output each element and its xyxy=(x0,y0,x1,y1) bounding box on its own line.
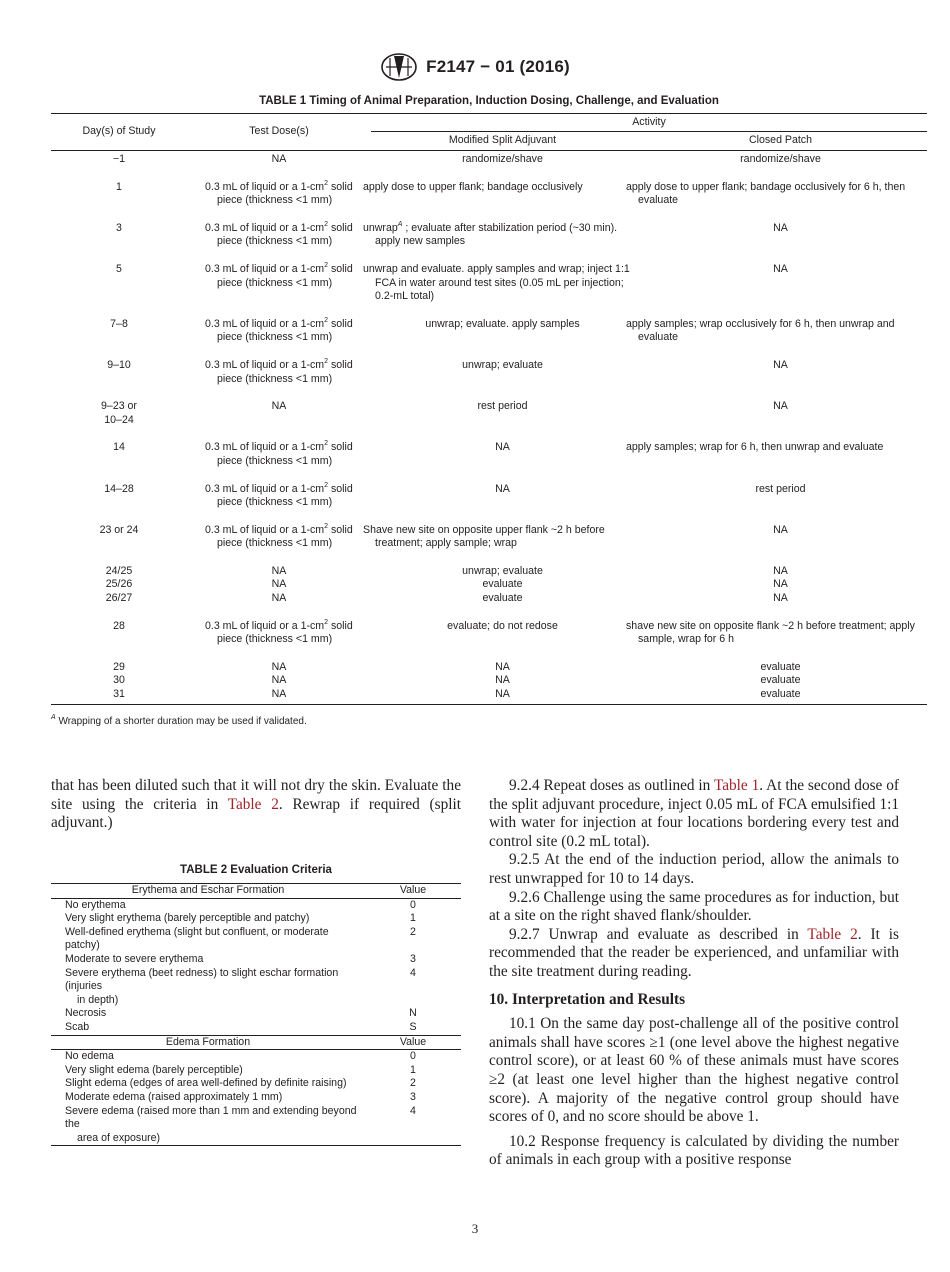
table1-header-cp: Closed Patch xyxy=(634,132,927,151)
table1-footnote: $^A$ Wrapping of a shorter duration may be used if validated. xyxy=(51,714,307,727)
table-row: 1 0.3 mL of liquid or a $1-cm^2$ solid piece (thickness <1 mm) apply dose to upper flank; bandage occlusively apply dose to upper flank; bandage occlusively for 6 h, then evaluate xyxy=(51,167,927,208)
table-row: Slight edema (edges of area well-defined by definite raising) 2 xyxy=(65,1077,416,1090)
table-row: No erythema 0 xyxy=(65,898,416,911)
table-row: Very slight erythema (barely perceptible and patchy) 1 xyxy=(65,912,416,925)
page-header xyxy=(0,52,950,87)
page-number: 3 xyxy=(471,1221,479,1236)
table-row: 9–10 0.3 mL of liquid or a $1-cm^2$ solid piece (thickness <1 mm) unwrap; evaluate NA xyxy=(51,345,927,386)
table1-header-activity: Activity xyxy=(371,114,927,132)
table-row: Severe edema (raised more than 1 mm and extending beyond the area of exposure) 4 xyxy=(51,1105,461,1146)
table1-header-dose: Test Dose(s) xyxy=(187,114,371,151)
astm-logo-icon xyxy=(380,52,418,82)
dose-cell: 0.3 mL of liquid or a $1-cm^2$ solid piece (thickness <1 mm) xyxy=(205,316,353,344)
dose-cell: 0.3 mL of liquid or a $1-cm^2$ solid piece (thickness <1 mm) xyxy=(205,261,353,289)
table-row: 3 0.3 mL of liquid or a $1-cm^2$ solid piece (thickness <1 mm) unwrap$^A$ ; evaluate after stabilization period (~30 min). apply new samples NA xyxy=(51,208,927,249)
table-row: No edema 0 xyxy=(65,1050,416,1063)
table1-header-day: Day(s) of Study xyxy=(51,114,187,151)
section-heading-10: 10. Interpretation and Results xyxy=(489,990,686,1008)
dose-cell: 0.3 mL of liquid or a $1-cm^2$ solid piece (thickness <1 mm) xyxy=(205,179,353,207)
table-row: Moderate to severe erythema 3 xyxy=(65,952,416,965)
dose-cell: 0.3 mL of liquid or a $1-cm^2$ solid piece (thickness <1 mm) xyxy=(205,481,353,509)
table-row: −1 NA randomize/shave randomize/shave xyxy=(112,153,821,165)
dose-cell: 0.3 mL of liquid or a $1-cm^2$ solid piece (thickness <1 mm) xyxy=(205,440,353,467)
document-id: F2147 − 01 (2016) xyxy=(426,57,570,76)
paragraph-9-2-5: 9.2.5 At the end of the induction period, allow the animals to rest unwrapped for 10 to 14 days. xyxy=(489,851,899,887)
paragraph-10-2: 10.2 Response frequency is calculated by dividing the number of animals in each group with a positive response xyxy=(489,1132,899,1169)
table-row: 9–23 or 10–24 NA rest period NA xyxy=(101,400,788,426)
table-row: Severe erythema (beet redness) to slight eschar formation (injuries in depth) 4 xyxy=(65,966,416,1006)
table-row: 14–28 0.3 mL of liquid or a $1-cm^2$ solid piece (thickness <1 mm) NA rest period xyxy=(51,469,927,510)
dose-cell: 0.3 mL of liquid or a $1-cm^2$ solid piece (thickness <1 mm) xyxy=(205,357,353,385)
paragraph-9-2-6: 9.2.6 Challenge using the same procedures as for induction, but at a site on the right shaved flank/shoulder. xyxy=(489,888,899,925)
table2-title: TABLE 2 Evaluation Criteria xyxy=(180,864,332,876)
table1-link[interactable]: Table 1 xyxy=(713,777,760,794)
paragraph-9-2-4: 9.2.4 Repeat doses as outlined in Table 1. At the second dose of the split adjuvant procedure, inject 0.05 mL of FCA emulsified 1:1 with water for injection at four locations bordering every test and control site (0.2 mL total). xyxy=(489,777,899,850)
right-column xyxy=(489,777,899,1170)
table-row: Moderate edema (raised approximately 1 mm) 3 xyxy=(65,1090,416,1103)
dose-cell: 0.3 mL of liquid or a $1-cm^2$ solid piece (thickness <1 mm) xyxy=(205,522,353,550)
table2-link[interactable]: Table 2 xyxy=(227,795,279,813)
table2-section-header: Edema Formation Value xyxy=(51,1035,461,1050)
left-paragraph: that has been diluted such that it will not dry the skin. Evaluate the site using the criteria in Table 2. Rewrap if required (split adjuvant.) xyxy=(51,777,461,832)
table-row: 28 0.3 mL of liquid or a $1-cm^2$ solid piece (thickness <1 mm) evaluate; do not redose shave new site on opposite flank ~2 h before treatment; apply sample, wrap for 6 h xyxy=(51,606,927,647)
table1-title: TABLE 1 Timing of Animal Preparation, Induction Dosing, Challenge, and Evaluation xyxy=(259,95,719,107)
table1-header-msa: Modified Split Adjuvant xyxy=(371,132,634,151)
dose-cell: 0.3 mL of liquid or a $1-cm^2$ solid piece (thickness <1 mm) xyxy=(205,220,353,248)
table-row: 14 0.3 mL of liquid or a $1-cm^2$ solid piece (thickness <1 mm) NA apply samples; wrap for 6 h, then unwrap and evaluate xyxy=(51,427,927,468)
table-row: 5 0.3 mL of liquid or a $1-cm^2$ solid piece (thickness <1 mm) unwrap and evaluate. apply samples and wrap; inject 1:1 FCA in water around test sites (0.05 mL per injection; 0.2-mL total) NA xyxy=(51,249,927,304)
table-row: 7–8 0.3 mL of liquid or a $1-cm^2$ solid piece (thickness <1 mm) unwrap; evaluate. apply samples apply samples; wrap occlusively for 6 h, then unwrap and evaluate xyxy=(51,304,927,345)
table2-link[interactable]: Table 2 xyxy=(807,925,858,943)
paragraph-10-1: 10.1 On the same day post-challenge all of the positive control animals shall have scores ≥1 (one level above the highest negative control score), or at least 60 % of these animals must have scores ≥2 (at least one level higher than the highest negative control score). A majority of the negative control group should have scores of 0, and no score should be above 1. xyxy=(489,1015,899,1126)
table2-section-header: Erythema and Eschar Formation Value xyxy=(51,884,461,899)
dose-cell: 0.3 mL of liquid or a $1-cm^2$ solid piece (thickness <1 mm) xyxy=(205,618,353,646)
table-row: Necrosis N xyxy=(65,1007,417,1020)
table2 xyxy=(51,883,461,1146)
table-row: 24/25 25/26 26/27 NA NA NA unwrap; evaluate evaluate evaluate NA NA NA xyxy=(105,564,788,605)
table-row: Well-defined erythema (slight but confluent, or moderate patchy) 2 xyxy=(65,925,416,952)
paragraph-9-2-7: 9.2.7 Unwrap and evaluate as described in Table 2. It is recommended that the reader be experienced, and unfamiliar with the site treatment during reading. xyxy=(489,925,900,980)
table1 xyxy=(51,113,927,705)
table-row: 23 or 24 0.3 mL of liquid or a $1-cm^2$ solid piece (thickness <1 mm) Shave new site on opposite upper flank ~2 h before treatment; apply sample; wrap NA xyxy=(51,510,927,551)
table-row: Scab S xyxy=(65,1020,417,1033)
table-row: 29 30 31 NA NA NA NA NA NA evaluate evaluate evaluate xyxy=(51,647,927,704)
table-row: Very slight edema (barely perceptible) 1 xyxy=(65,1063,416,1076)
